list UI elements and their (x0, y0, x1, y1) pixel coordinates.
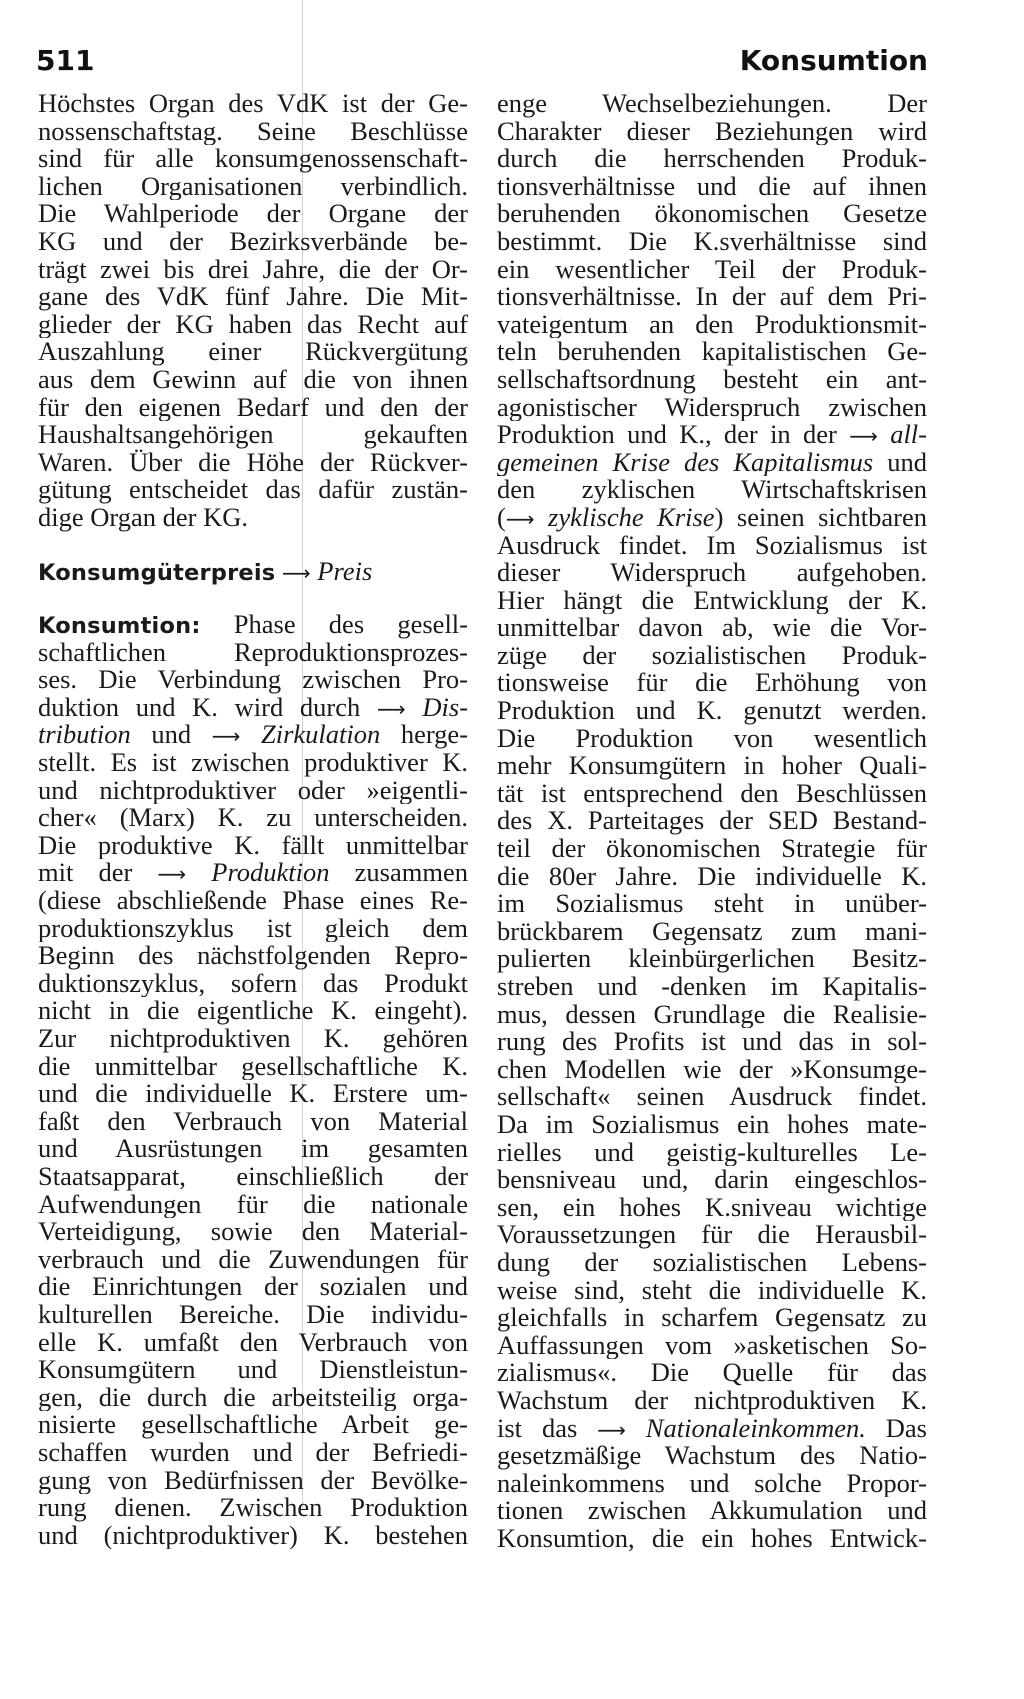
text-line: Staatsapparat, einschließlich der (38, 1162, 468, 1191)
text-line: und Ausrüstungen im gesamten (38, 1135, 468, 1163)
headword: Konsumtion: (38, 613, 201, 639)
text-line: gütung entscheidet das dafür zustän- (38, 476, 468, 504)
text-line: teln beruhenden kapitalistischen Ge- (497, 338, 927, 366)
text-line: duktionszyklus, sofern das Produkt (38, 969, 468, 998)
cross-reference-link[interactable]: tribution (38, 721, 131, 750)
text-line: Wachstum der nichtproduktiven K. (497, 1386, 927, 1415)
text-line: KG und der Bezirksverbände be- (38, 227, 468, 256)
text-line: Waren. Über die Höhe der Rückver- (38, 448, 468, 477)
text-line: dige Organ der KG. (38, 503, 248, 532)
spacer (38, 585, 468, 611)
arrow-icon: ⟶ (849, 424, 878, 449)
text-line: nisierte gesellschaftliche Arbeit ge- (38, 1411, 468, 1439)
text-line: weise sind, steht die individuelle K. (497, 1276, 927, 1305)
text-line: faßt den Verbrauch von Material (38, 1107, 468, 1136)
text-line: Verteidigung, sowie den Material- (38, 1218, 468, 1246)
text-line: Beginn des nächstfolgenden Repro- (38, 942, 468, 970)
text-line: stellt. Es ist zwischen produktiver K. (38, 749, 468, 777)
text-line: den zyklischen Wirtschaftskrisen (497, 476, 927, 504)
text-line: streben und -denken im Kapitalis- (497, 973, 927, 1001)
text-line: Charakter dieser Beziehungen wird (497, 117, 927, 146)
text-line: schaffen wurden und der Befriedi- (38, 1438, 468, 1467)
text-line: Konsumtion, die ein hohes Entwick- (497, 1524, 927, 1553)
text-line: Voraussetzungen für die Herausbil- (497, 1221, 927, 1249)
text-line: Die Wahlperiode der Organe der (38, 200, 468, 228)
text-line: die Einrichtungen der sozialen und (38, 1273, 468, 1301)
text-line: tionen zwischen Akkumulation und (497, 1497, 927, 1525)
text-line: dung der sozialistischen Lebens- (497, 1248, 927, 1277)
text-line: Aufwendungen für die nationale (38, 1190, 468, 1219)
text-line: rielles und geistig-kulturelles Le- (497, 1138, 927, 1167)
text-line (497, 421, 927, 449)
cross-reference-link[interactable]: Produktion (211, 859, 330, 888)
entry-line (38, 558, 468, 586)
text-line: nicht in die eigentliche K. eingeht). (38, 997, 468, 1025)
cross-reference-link[interactable]: zyklische Krise (548, 503, 715, 532)
text-line: Auffassungen vom »asketischen So- (497, 1331, 927, 1360)
text-line: Zur nichtproduktiven K. gehören (38, 1025, 468, 1053)
text-span: herge- (400, 721, 468, 750)
text-span: ist das (497, 1414, 578, 1443)
text-line: die unmittelbar gesellschaftliche K. (38, 1052, 468, 1081)
text-line (38, 721, 468, 749)
text-line: unmittelbar davon ab, wie die Vor- (497, 614, 927, 642)
text-line: gesetzmäßige Wachstum des Natio- (497, 1442, 927, 1470)
text-line: beruhenden ökonomischen Gesetze (497, 200, 927, 228)
text-span: duktion und K. wird durch (38, 693, 361, 722)
text-line: gung von Bedürfnissen der Bevölke- (38, 1466, 468, 1495)
text-line: bestimmt. Die K.sverhältnisse sind (497, 227, 927, 256)
text-line: sen, ein hohes K.sniveau wichtige (497, 1193, 927, 1222)
spacer (38, 532, 468, 558)
running-head: Konsumtion (739, 44, 928, 77)
text-line (38, 859, 468, 887)
headword: Konsumgüterpreis (38, 559, 276, 586)
text-line: produktionszyklus ist gleich dem (38, 914, 468, 943)
text-line: und (nichtproduktiver) K. bestehen (38, 1521, 468, 1550)
text-line: glieder der KG haben das Recht auf (38, 310, 468, 339)
text-line: aus dem Gewinn auf die von ihnen (38, 365, 468, 394)
text-line: tät ist entsprechend den Beschlüssen (497, 779, 927, 808)
text-span: Das (885, 1414, 927, 1443)
text-line: Ausdruck findet. Im Sozialismus ist (497, 531, 927, 560)
right-column (497, 90, 927, 1552)
text-line: enge Wechselbeziehungen. Der (497, 90, 927, 118)
text-line: tionsverhältnisse. In der auf dem Pri- (497, 283, 927, 311)
text-line: tionsweise für die Erhöhung von (497, 669, 927, 698)
text-line: rung des Profits ist und das in sol- (497, 1028, 927, 1056)
arrow-icon: ⟶ (376, 696, 406, 721)
cross-reference-link[interactable]: Zirkulation (260, 721, 381, 750)
text-line: mus, dessen Grundlage die Realisie- (497, 1000, 927, 1029)
text-line: gleichfalls in scharfem Gegensatz zu (497, 1304, 927, 1332)
vdk-paragraph (38, 90, 468, 532)
text-line: die 80er Jahre. Die individuelle K. (497, 862, 927, 891)
text-line: Die Produktion von wesentlich (497, 724, 927, 753)
text-line: teil der ökonomischen Strategie für (497, 835, 927, 863)
cross-reference-link[interactable]: Nationaleinkommen. (645, 1414, 866, 1443)
text-line: rung dienen. Zwischen Produktion (38, 1494, 468, 1522)
text-line: des X. Parteitages der SED Bestand- (497, 807, 927, 836)
text-line: bensniveau und, darin eingeschlos- (497, 1166, 927, 1194)
text-line: lichen Organisationen verbindlich. (38, 172, 468, 201)
cross-reference-link[interactable]: all- (890, 421, 927, 449)
text-line: cher« (Marx) K. zu unterscheiden. (38, 804, 468, 832)
text-line: Produktion und K. genutzt werden. (497, 697, 927, 725)
text-line: (diese abschließende Phase eines Re- (38, 887, 468, 915)
text-span: Phase des gesell- (233, 611, 468, 639)
text-line: Hier hängt die Entwicklung der K. (497, 586, 927, 615)
text-span: ) seinen sichtbaren (714, 503, 927, 532)
arrow-icon: ⟶ (282, 560, 311, 585)
text-line: verbrauch und die Zuwendungen für (38, 1245, 468, 1274)
text-line (497, 1415, 927, 1443)
text-span: und (151, 721, 192, 750)
text-span: ( (497, 503, 506, 532)
text-line: agonistischer Widerspruch zwischen (497, 393, 927, 422)
text-line: für den eigenen Bedarf und den der (38, 393, 468, 422)
text-line: kulturellen Bereiche. Die individu- (38, 1300, 468, 1329)
left-column (38, 90, 468, 1549)
text-line: und die individuelle K. Erstere um- (38, 1080, 468, 1108)
text-line: Die produktive K. fällt unmittelbar (38, 831, 468, 860)
text-line: Konsumgütern und Dienstleistun- (38, 1356, 468, 1384)
entry-konsumgueterpreis (38, 558, 468, 586)
text-line (38, 694, 468, 722)
text-line: tionsverhältnisse und die auf ihnen (497, 172, 927, 201)
text-line: durch die herrschenden Produk- (497, 145, 927, 173)
text-line: gane des VdK fünf Jahre. Die Mit- (38, 283, 468, 311)
arrow-icon: ⟶ (157, 862, 187, 887)
entry-konsumtion (38, 611, 468, 1549)
text-line: vateigentum an den Produktionsmit- (497, 310, 927, 339)
text-line: naleinkommens und solche Propor- (497, 1469, 927, 1498)
text-line: im Sozialismus steht in unüber- (497, 890, 927, 918)
text-line: schaftlichen Reproduktionsprozes- (38, 638, 468, 667)
text-line: sind für alle konsumgenossenschaft- (38, 145, 468, 173)
text-line (497, 504, 927, 532)
text-line: und nichtproduktiver oder »eigentli- (38, 776, 468, 805)
cross-reference-link[interactable]: gemeinen Krise des Kapitalismus (497, 448, 874, 477)
text-line: sellschaftsordnung besteht ein ant- (497, 365, 927, 394)
text-span: Produktion und K., der in der (497, 421, 837, 449)
text-line: Höchstes Organ des VdK ist der Ge- (38, 90, 468, 118)
text-line: Da im Sozialismus ein hohes mate- (497, 1110, 927, 1139)
page-number: 511 (36, 44, 95, 77)
text-line: gen, die durch die arbeitsteilig orga- (38, 1383, 468, 1412)
text-line (497, 449, 927, 477)
text-line: ses. Die Verbindung zwischen Pro- (38, 666, 468, 694)
text-line: chen Modellen wie der »Konsumge- (497, 1055, 927, 1084)
text-span: mit der (38, 859, 133, 888)
text-line: Auszahlung einer Rückvergütung (38, 338, 468, 366)
text-line: nossenschaftstag. Seine Beschlüsse (38, 117, 468, 146)
cross-reference-link[interactable]: Dis- (422, 693, 468, 722)
text-line: Haushaltsangehörigen gekauften (38, 421, 468, 449)
cross-reference-link[interactable]: Preis (317, 557, 373, 586)
arrow-icon: ⟶ (505, 506, 535, 531)
text-span: und (887, 448, 927, 477)
text-line: zialismus«. Die Quelle für das (497, 1359, 927, 1387)
text-line: trägt zwei bis drei Jahre, die der Or- (38, 255, 468, 284)
text-line: pulierten kleinbürgerlichen Besitz- (497, 945, 927, 973)
arrow-icon: ⟶ (211, 724, 241, 749)
text-line: elle K. umfaßt den Verbrauch von (38, 1328, 468, 1357)
arrow-icon: ⟶ (597, 1417, 626, 1442)
text-line: dieser Widerspruch aufgehoben. (497, 559, 927, 587)
text-line: mehr Konsumgütern in hoher Quali- (497, 752, 927, 780)
text-line: züge der sozialistischen Produk- (497, 641, 927, 670)
text-line: sellschaft« seinen Ausdruck findet. (497, 1083, 927, 1111)
text-line: brückbarem Gegensatz zum mani- (497, 917, 927, 946)
text-span: zusammen (354, 859, 468, 888)
text-line: ein wesentlicher Teil der Produk- (497, 255, 927, 284)
entry-line (38, 611, 468, 639)
